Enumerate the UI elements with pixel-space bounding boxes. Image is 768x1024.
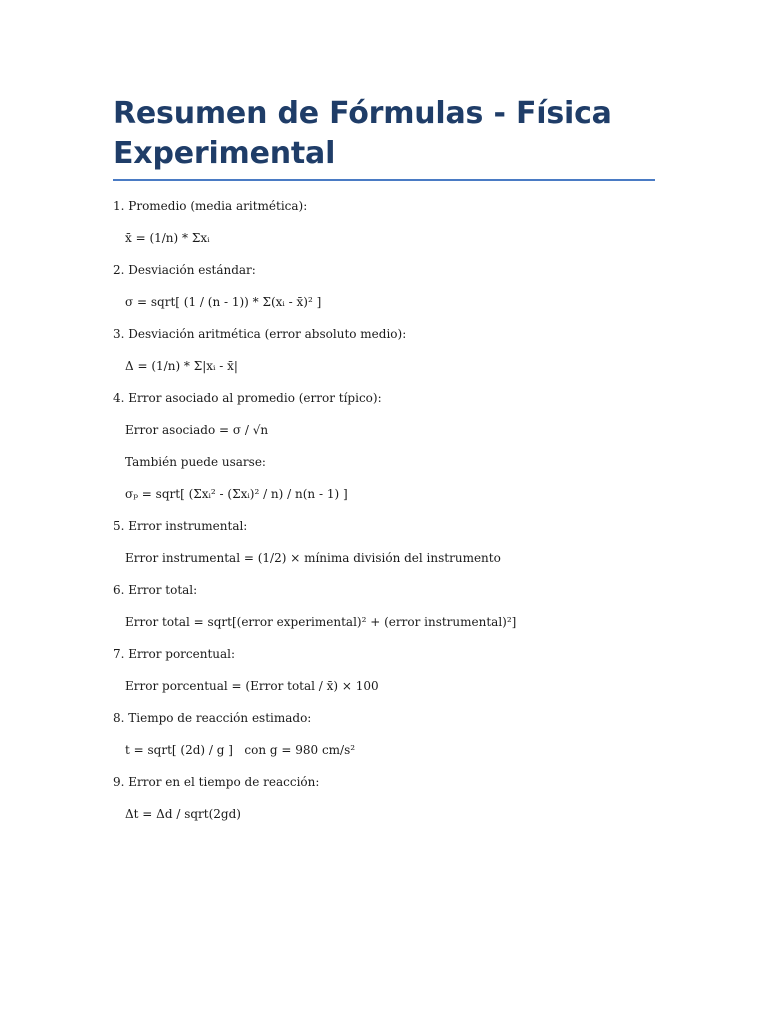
section-heading: 4. Error asociado al promedio (error típico):: [113, 391, 382, 405]
section-heading: 5. Error instrumental:: [113, 519, 248, 533]
title-line-1: Resumen de Fórmulas - Física: [113, 96, 612, 131]
section-heading: 1. Promedio (media aritmética):: [113, 199, 308, 213]
formula-line: Error total = sqrt[(error experimental)² + (error instrumental)²]: [125, 615, 517, 629]
formula-line: Error instrumental = (1/2) × mínima división del instrumento: [125, 551, 501, 565]
section-heading: 6. Error total:: [113, 583, 198, 597]
section-heading: 3. Desviación aritmética (error absoluto medio):: [113, 327, 407, 341]
title-line-2: Experimental: [113, 136, 336, 171]
formula-line: σₚ = sqrt[ (Σxᵢ² - (Σxᵢ)² / n) / n(n - 1) ]: [125, 487, 348, 501]
document-content: [113, 94, 655, 839]
formula-line: t = sqrt[ (2d) / g ] con g = 980 cm/s²: [125, 743, 356, 757]
section-heading: 9. Error en el tiempo de reacción:: [113, 775, 320, 789]
formula-line: Δt = Δd / sqrt(2gd): [125, 807, 241, 821]
formula-line: x̄ = (1/n) * Σxᵢ: [125, 231, 210, 245]
title-underline: [113, 179, 655, 181]
formula-line: Δ = (1/n) * Σ|xᵢ - x̄|: [125, 359, 238, 373]
document-title: [113, 94, 655, 179]
formula-line: Error asociado = σ / √n: [125, 423, 269, 437]
formula-line: Error porcentual = (Error total / x̄) × 100: [125, 679, 379, 693]
section-heading: 8. Tiempo de reacción estimado:: [113, 711, 312, 725]
formula-line: σ = sqrt[ (1 / (n - 1)) * Σ(xᵢ - x̄)² ]: [125, 295, 322, 309]
formula-list: [113, 199, 655, 839]
section-heading: 2. Desviación estándar:: [113, 263, 256, 277]
formula-line: También puede usarse:: [125, 455, 266, 469]
section-heading: 7. Error porcentual:: [113, 647, 236, 661]
